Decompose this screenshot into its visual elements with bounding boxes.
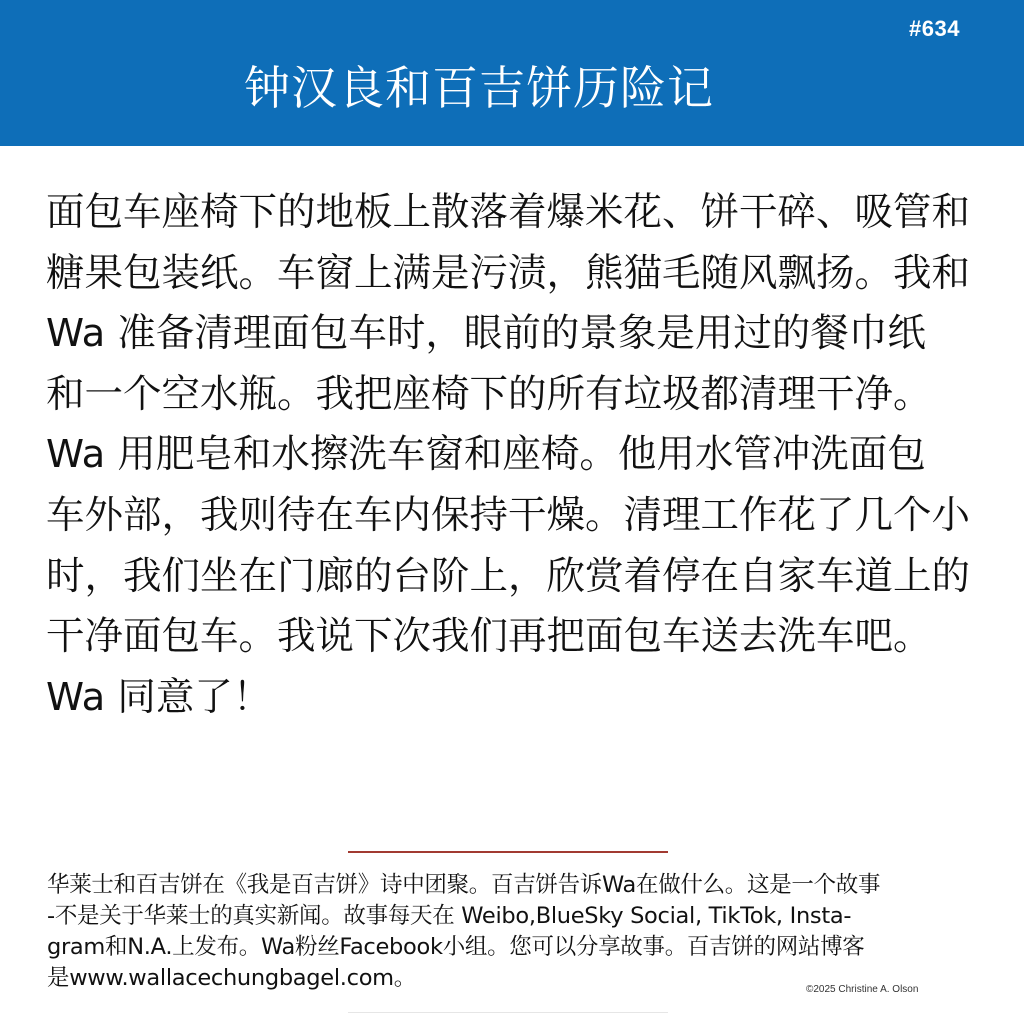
- footer-note-line: 华莱士和百吉饼在《我是百吉饼》诗中团聚。百吉饼告诉Wa在做什么。这是一个故事: [47, 872, 881, 898]
- story-line: 和一个空水瓶。我把座椅下的所有垃圾都清理干净。: [46, 371, 932, 417]
- story-line: Wa 同意了！: [46, 674, 272, 720]
- copyright-notice: ©2025 Christine A. Olson: [806, 984, 919, 995]
- footer-note-line: -不是关于华莱士的真实新闻。故事每天在 Weibo,BlueSky Social, TikTok, Insta-: [47, 903, 852, 929]
- story-body: [46, 183, 984, 728]
- story-line: 糖果包装纸。车窗上满是污渍，熊猫毛随风飘扬。我和: [46, 250, 971, 296]
- story-line: 面包车座椅下的地板上散落着爆米花、饼干碎、吸管和: [46, 190, 971, 235]
- page-title: 钟汉良和百吉饼历险记: [244, 61, 714, 115]
- bottom-divider: [348, 1012, 668, 1013]
- section-divider: [348, 851, 668, 853]
- story-line: 车外部，我则待在车内保持干燥。清理工作花了几个小: [46, 492, 971, 538]
- footer-note-line: 是www.wallacechungbagel.com。: [47, 965, 416, 991]
- story-line: Wa 用肥皂和水擦洗车窗和座椅。他用水管冲洗面包: [46, 432, 926, 478]
- story-line: 时，我们坐在门廊的台阶上，欣赏着停在自家车道上的: [46, 553, 971, 599]
- episode-number: #634: [909, 16, 960, 41]
- footer-note-line: gram和N.A.上发布。Wa粉丝Facebook小组。您可以分享故事。百吉饼的网站博客: [47, 934, 865, 960]
- footer-note: [47, 870, 987, 994]
- story-line: Wa 准备清理面包车时，眼前的景象是用过的餐巾纸: [46, 311, 926, 357]
- story-line: 干净面包车。我说下次我们再把面包车送去洗车吧。: [46, 614, 932, 660]
- header-banner: [0, 0, 1024, 146]
